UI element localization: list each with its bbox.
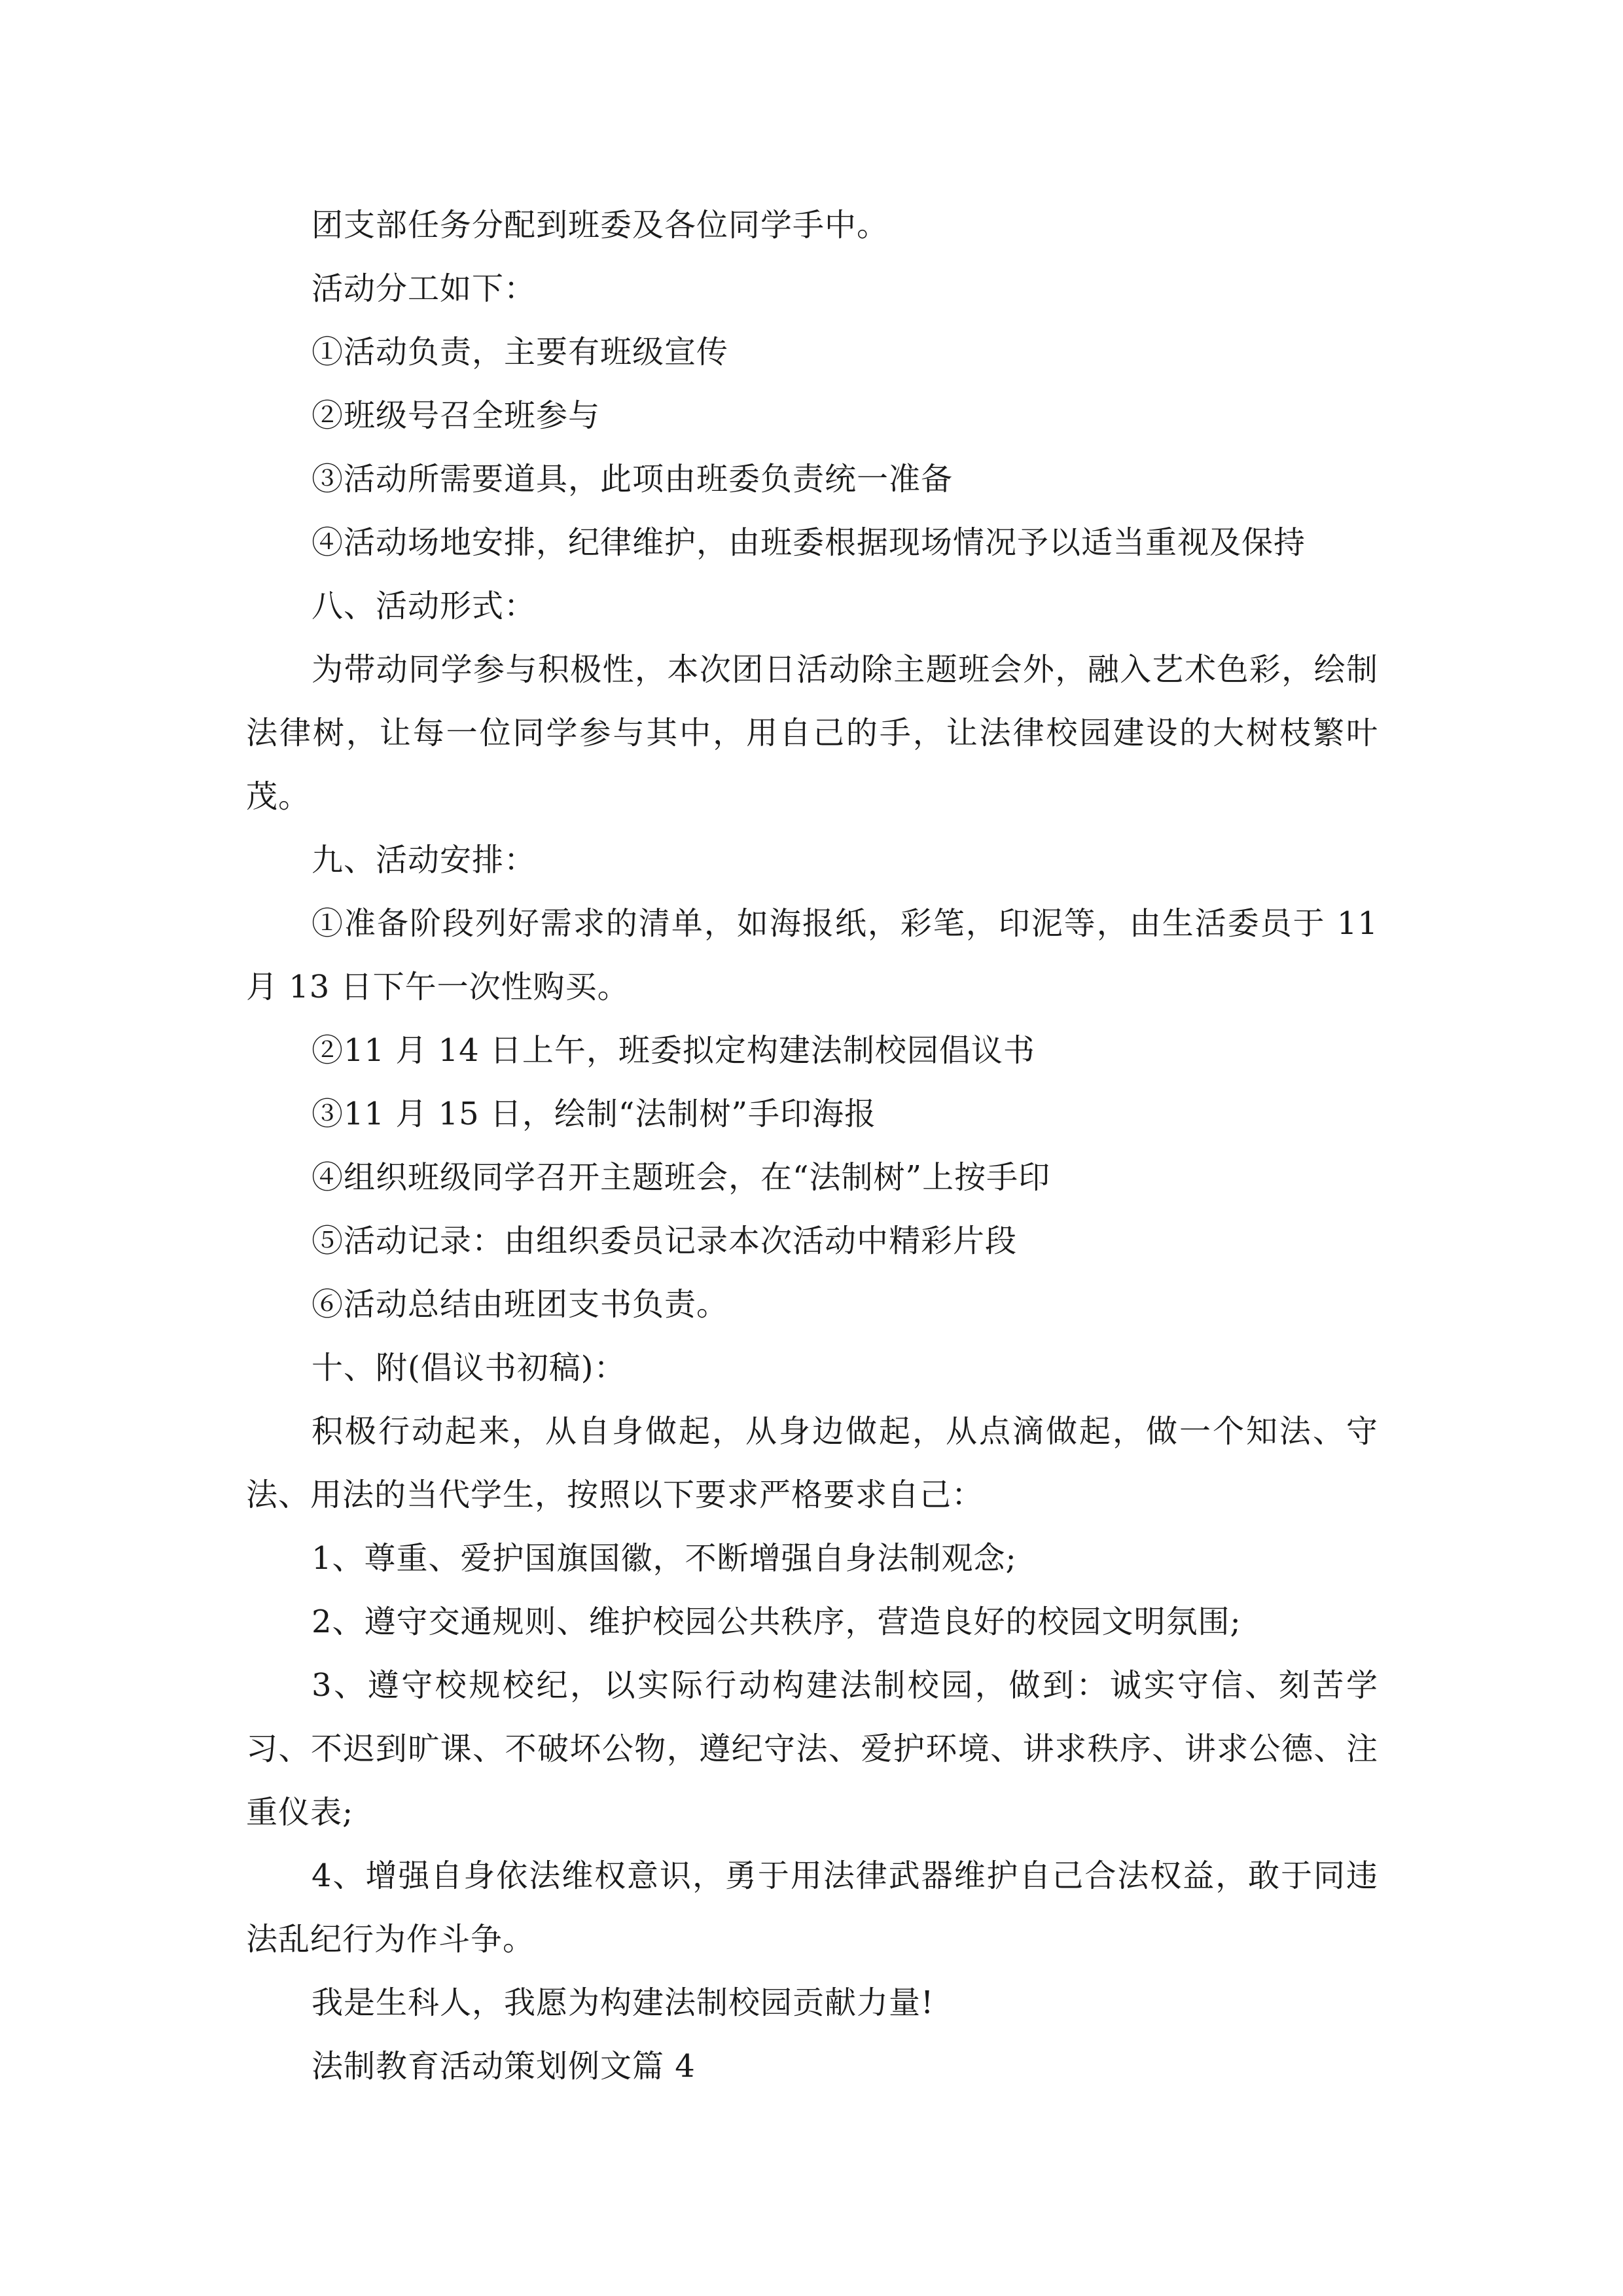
paragraph: 3、遵守校规校纪，以实际行动构建法制校园，做到：诚实守信、刻苦学习、不迟到旷课、不破坏公物，遵纪守法、爱护环境、讲求秩序、讲求公德、注重仪表; [246, 1667, 1378, 1831]
paragraph: ①准备阶段列好需求的清单，如海报纸，彩笔，印泥等，由生活委员于 11 月 13 日下午一次性购买。 [246, 905, 1378, 1005]
paragraph: ③活动所需要道具，此项由班委负责统一准备 [312, 461, 954, 497]
paragraph: 4、增强自身依法维权意识，勇于用法律武器维护自己合法权益，敢于同违法乱纪行为作斗争。 [246, 1857, 1378, 1958]
paragraph: 积极行动起来，从自身做起，从身边做起，从点滴做起，做一个知法、守法、用法的当代学生，按照以下要求严格要求自己： [246, 1413, 1378, 1513]
paragraph: ④组织班级同学召开主题班会，在“法制树”上按手印 [312, 1159, 1051, 1196]
paragraph: 为带动同学参与积极性，本次团日活动除主题班会外，融入艺术色彩，绘制法律树，让每一位同学参与其中，用自己的手，让法律校园建设的大树枝繁叶茂。 [246, 651, 1378, 815]
paragraph: 活动分工如下： [312, 270, 537, 307]
paragraph: ⑥活动总结由班团支书负责。 [312, 1286, 729, 1323]
paragraph: ②班级号召全班参与 [312, 397, 601, 434]
paragraph: ②11 月 14 日上午，班委拟定构建法制校园倡议书 [312, 1032, 1035, 1069]
section-heading: 八、活动形式： [312, 588, 537, 624]
paragraph: 我是生科人，我愿为构建法制校园贡献力量! [312, 1984, 935, 2021]
paragraph: ⑤活动记录：由组织委员记录本次活动中精彩片段 [312, 1223, 1018, 1259]
document-body [246, 194, 1378, 2098]
paragraph: ①活动负责，主要有班级宣传 [312, 334, 729, 370]
article-title: 法制教育活动策划例文篇 4 [312, 2048, 696, 2085]
paragraph: ④活动场地安排，纪律维护，由班委根据现场情况予以适当重视及保持 [312, 524, 1306, 561]
paragraph: 2、遵守交通规则、维护校园公共秩序，营造良好的校园文明氛围; [312, 1604, 1241, 1640]
paragraph: 团支部任务分配到班委及各位同学手中。 [312, 207, 889, 243]
section-heading: 九、活动安排： [312, 842, 537, 878]
paragraph: ③11 月 15 日，绘制“法制树”手印海报 [312, 1096, 877, 1132]
section-heading: 十、附(倡议书初稿)： [312, 1350, 626, 1386]
paragraph: 1、尊重、爱护国旗国徽，不断增强自身法制观念; [312, 1540, 1017, 1577]
